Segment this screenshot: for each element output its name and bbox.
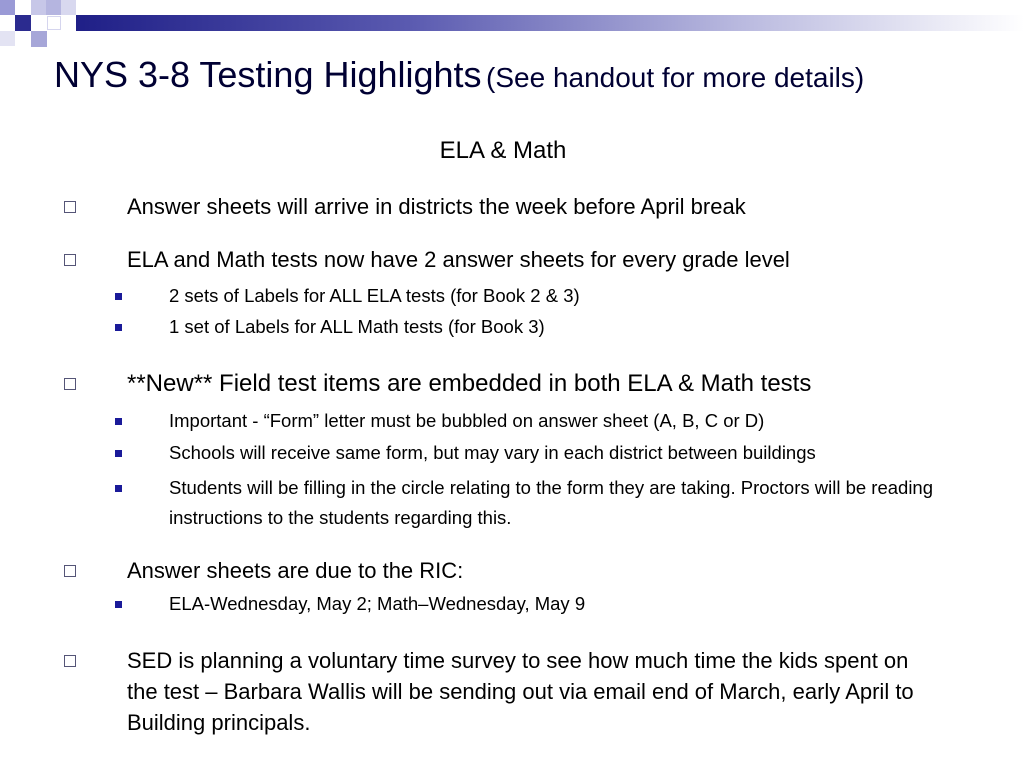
ornament-square <box>46 0 61 15</box>
ornament-square <box>15 15 31 31</box>
hollow-square-bullet-icon <box>64 565 76 577</box>
bullet-text: **New** Field test items are embedded in both ELA & Math tests <box>127 370 812 397</box>
hollow-square-bullet-icon <box>64 378 76 390</box>
filled-square-bullet-icon <box>115 324 122 331</box>
ornament-square <box>0 0 15 15</box>
sub-bullet-text: 2 sets of Labels for ALL ELA tests (for Book 2 & 3) <box>169 285 580 306</box>
hollow-square-bullet-icon <box>64 655 76 667</box>
filled-square-bullet-icon <box>115 293 122 300</box>
sub-bullet-text: ELA-Wednesday, May 2; Math–Wednesday, May 9 <box>169 593 586 614</box>
bullet-text: Answer sheets are due to the RIC: <box>127 558 464 583</box>
sub-bullet-text: 1 set of Labels for ALL Math tests (for Book 3) <box>169 316 545 337</box>
slide-subtitle: ELA & Math <box>439 137 567 164</box>
hollow-square-bullet-icon <box>64 201 76 213</box>
ornament-square <box>61 0 76 15</box>
ornament-square <box>0 31 15 46</box>
sub-bullet-text: Important - “Form” letter must be bubbled on answer sheet (A, B, C or D) <box>169 410 765 431</box>
title-main: NYS 3-8 Testing Highlights <box>54 54 482 95</box>
filled-square-bullet-icon <box>115 601 122 608</box>
bullet-text: ELA and Math tests now have 2 answer sheets for every grade level <box>127 247 790 272</box>
sub-bullet-text: Students will be filling in the circle relating to the form they are taking. Proctors will be reading instructions to the students regarding this. <box>169 477 934 528</box>
title-suffix: (See handout for more details) <box>486 62 865 93</box>
bullet-text: Answer sheets will arrive in districts the week before April break <box>127 194 746 219</box>
header-gradient-bar <box>76 15 1024 31</box>
ornament-square <box>31 31 47 47</box>
ornament-square <box>47 16 61 30</box>
ornament-square <box>31 0 46 15</box>
slide-title <box>54 54 864 96</box>
bullet-text: SED is planning a voluntary time survey to see how much time the kids spent on the test – Barbara Wallis will be sending out via email end of March, early April to Building principals. <box>127 648 914 735</box>
filled-square-bullet-icon <box>115 450 122 457</box>
sub-bullet-text: Schools will receive same form, but may vary in each district between buildings <box>169 442 816 463</box>
filled-square-bullet-icon <box>115 418 122 425</box>
hollow-square-bullet-icon <box>64 254 76 266</box>
filled-square-bullet-icon <box>115 485 122 492</box>
